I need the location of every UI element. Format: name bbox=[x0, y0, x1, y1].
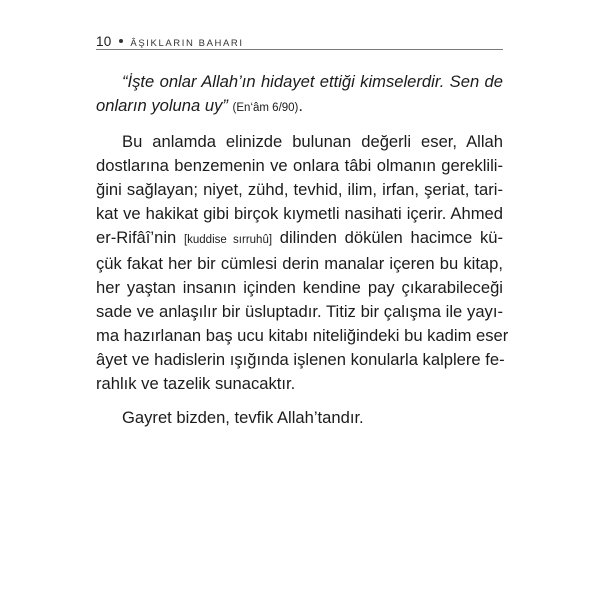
closing-paragraph bbox=[96, 406, 503, 430]
book-title: ÂŞIKLARIN BAHARI bbox=[130, 38, 244, 49]
paragraph-line: kat ve hakikat gibi birçok kıymetli nasihati içerir. Ahmed bbox=[96, 204, 503, 223]
closing-line: Gayret bizden, tevfik Allah’tandır. bbox=[122, 408, 364, 427]
author-name: er-Rifâî’nin bbox=[96, 228, 177, 247]
bullet-separator-icon bbox=[119, 39, 123, 43]
paragraph-line: âyet ve hadislerin ışığında işlenen konularla kalplere fe- bbox=[96, 350, 505, 369]
quote-line-with-citation bbox=[96, 94, 503, 120]
running-head bbox=[96, 35, 503, 50]
paragraph-line: her yaştan insanın içinden kendine pay çıkarabileceği bbox=[96, 278, 503, 297]
paragraph-line: rahlık ve tazelik sunacaktır. bbox=[96, 374, 296, 393]
honorific-note: [kuddise sırruhû] bbox=[183, 234, 273, 246]
paragraph-line: Bu anlamda elinizde bulunan değerli eser, Allah bbox=[122, 132, 503, 151]
citation-period: . bbox=[298, 96, 304, 115]
paragraph-text: dilinden dökülen hacimce kü- bbox=[279, 228, 503, 247]
quote-line: onların yoluna uy” bbox=[96, 96, 228, 115]
description-paragraph bbox=[96, 130, 509, 396]
quote-line: “İşte onlar Allah’ın hidayet ettiği kimselerdir. Sen de bbox=[122, 72, 503, 91]
paragraph-line: sade ve anlaşılır bir üsluptadır. Titiz bir çalışma ile yayı- bbox=[96, 302, 503, 321]
paragraph-line: ma hazırlanan baş ucu kitabı niteliğindeki bu kadim eser bbox=[96, 326, 509, 345]
verse-citation: (En‘âm 6/90) bbox=[232, 102, 299, 114]
paragraph-line: ğini sağlayan; niyet, zühd, tevhid, ilim, irfan, şeriat, tari- bbox=[96, 180, 503, 199]
quote-paragraph bbox=[96, 70, 503, 120]
body-text bbox=[96, 70, 509, 430]
paragraph-line: çük fakat her bir cümlesi derin manalar içeren bu kitap, bbox=[96, 254, 503, 273]
paragraph-line: dostlarına benzemenin ve onlara tâbi olmanın gereklili- bbox=[96, 156, 503, 175]
paragraph-line bbox=[96, 226, 503, 252]
page-number: 10 bbox=[96, 34, 112, 49]
